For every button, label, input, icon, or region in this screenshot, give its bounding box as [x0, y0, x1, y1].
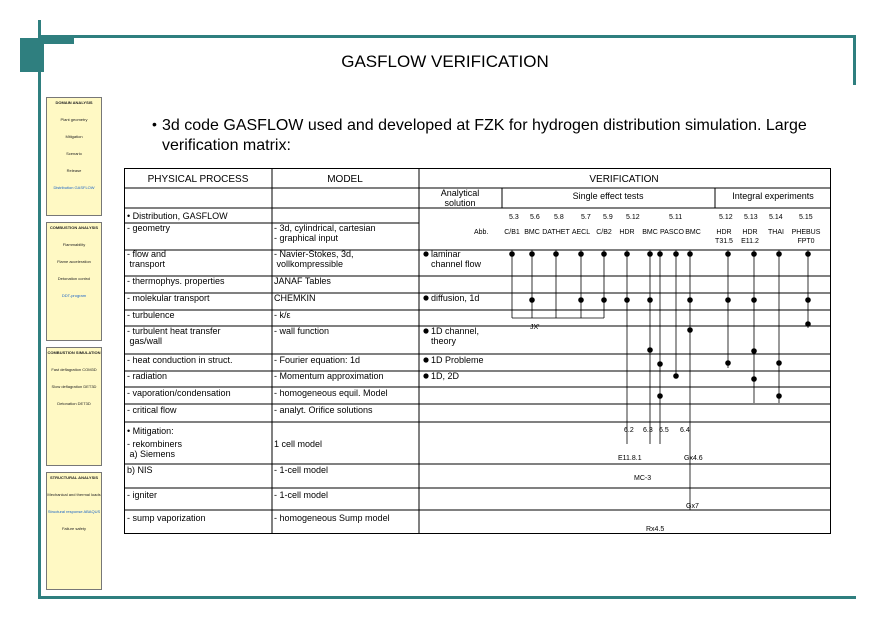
verification-dot	[806, 298, 811, 303]
row-analytical-line: laminar	[431, 249, 461, 259]
verification-dot	[579, 252, 584, 257]
panel-item: Detonation DET3D	[57, 401, 91, 406]
verification-dot	[688, 252, 693, 257]
verification-dot	[674, 252, 679, 257]
section-number: 5.15	[799, 214, 813, 221]
annotation-e111: E11.8.1	[618, 455, 642, 462]
frame-left-line	[38, 20, 41, 599]
section-number: 5.12	[626, 214, 640, 221]
header-physical: PHYSICAL PROCESS	[147, 174, 249, 185]
experiment-label	[768, 229, 784, 236]
section-number: 5.7	[581, 214, 591, 221]
verification-dot	[752, 377, 757, 382]
experiment-label-line: C/B2	[596, 229, 612, 236]
analytical-bullet-icon	[423, 251, 428, 256]
verification-dot	[648, 298, 653, 303]
row-analytical-line: 1D Probleme	[431, 355, 484, 365]
experiment-label-line: HDR	[716, 229, 732, 236]
row-process	[127, 513, 206, 523]
row-model	[274, 371, 384, 381]
row-process-line: a) Siemens	[127, 449, 176, 459]
experiment-label-line: HDR	[619, 229, 635, 236]
verification-dot	[510, 252, 515, 257]
section-number: 5.8	[554, 214, 564, 221]
verification-dot	[530, 298, 535, 303]
experiment-label-line: HDR	[742, 229, 758, 236]
panel-item: Slow deflagration DET3D	[51, 384, 97, 389]
verification-dot	[806, 252, 811, 257]
verification-dot	[752, 298, 757, 303]
section-number: 5.9	[603, 214, 613, 221]
experiment-label	[792, 229, 821, 245]
row-process-line: - sump vaporization	[127, 513, 206, 523]
row-process	[127, 223, 171, 233]
row-process-line: - heat conduction in struct.	[127, 355, 233, 365]
sidebar-panel-combustion-simulation	[46, 347, 102, 466]
section-mitigation: • Mitigation:	[127, 426, 174, 436]
experiment-label-line: THAI	[768, 229, 784, 236]
experiment-label-line: C/B1	[504, 229, 520, 236]
verification-dot	[625, 298, 630, 303]
annotation-6-3: 6.3	[643, 427, 653, 434]
row-process	[127, 276, 225, 286]
row-model-line: - homogeneous equil. Model	[274, 388, 388, 398]
row-process-line: - critical flow	[127, 405, 177, 415]
abb-label: Abb.	[474, 229, 489, 236]
verification-dot	[554, 252, 559, 257]
experiment-label	[715, 229, 733, 245]
row-model	[274, 326, 329, 336]
annotation-gx6: Gx4.6	[684, 455, 703, 462]
header-integral: Integral experiments	[732, 191, 814, 201]
experiment-label-line: FPT0	[797, 238, 815, 245]
row-process	[127, 249, 166, 269]
analytical-bullet-icon	[423, 357, 428, 362]
experiment-label	[685, 229, 701, 236]
matrix-grid	[124, 168, 831, 534]
frame-right-line	[853, 35, 856, 85]
row-process-line: - thermophys. properties	[127, 276, 225, 286]
experiment-label	[572, 229, 590, 236]
row-model-line: - 1-cell model	[274, 465, 329, 475]
experiment-label-line: PHEBUS	[791, 229, 821, 236]
row-process-line: - turbulent heat transfer	[127, 326, 221, 336]
verification-dot	[579, 298, 584, 303]
row-analytical	[431, 293, 479, 303]
row-analytical	[431, 326, 479, 346]
panel-header: STRUCTURAL ANALYSIS	[49, 475, 99, 480]
experiment-label	[542, 229, 570, 236]
annotation-gx7: Gx7	[686, 503, 699, 510]
row-model	[274, 465, 328, 475]
row-process	[127, 326, 221, 346]
row-model-line: - graphical input	[274, 233, 339, 243]
verification-dot	[752, 349, 757, 354]
panel-item: Mitigation	[65, 134, 83, 139]
panel-item: DDT-program	[61, 293, 87, 298]
row-model-line: - k/ε	[274, 310, 291, 320]
verification-dot	[726, 361, 731, 366]
row-process-line: - geometry	[127, 223, 171, 233]
verification-dot	[648, 252, 653, 257]
experiment-label	[524, 229, 540, 236]
row-analytical	[431, 355, 484, 365]
verification-dot	[625, 252, 630, 257]
experiment-label-line: DATHET	[542, 229, 570, 236]
row-model-line: CHEMKIN	[274, 293, 316, 303]
header-model: MODEL	[327, 174, 363, 185]
experiment-label	[596, 229, 612, 236]
analytical-bullet-icon	[423, 295, 428, 300]
row-analytical-line: diffusion, 1d	[431, 293, 480, 303]
row-model	[274, 355, 360, 365]
experiment-label-line: BMC	[524, 229, 540, 236]
slide-title: GASFLOW VERIFICATION	[341, 52, 549, 71]
section-numbers	[509, 214, 813, 221]
section-number: 5.12	[719, 214, 733, 221]
row-model-line: JANAF Tables	[274, 276, 331, 286]
verification-dot	[648, 348, 653, 353]
section-distribution: • Distribution, GASFLOW	[127, 211, 228, 221]
row-process-line: - igniter	[127, 490, 158, 500]
verification-dot	[674, 374, 679, 379]
row-model	[274, 490, 328, 500]
experiment-label-line: AECL	[571, 229, 591, 236]
row-analytical-line: 1D, 2D	[431, 371, 460, 381]
header-single: Single effect tests	[572, 191, 644, 201]
row-process-line: b) NIS	[127, 465, 153, 475]
sidebar-panel-combustion-analysis	[46, 222, 102, 341]
frame-bottom-line	[38, 596, 856, 599]
verification-dot	[602, 252, 607, 257]
verification-dot	[726, 298, 731, 303]
panel-item: Scenario	[66, 151, 82, 156]
row-process	[127, 371, 167, 381]
verification-dot	[688, 298, 693, 303]
analytical-bullet-icon	[423, 373, 428, 378]
row-process-line: gas/wall	[127, 336, 163, 346]
row-process	[127, 439, 183, 459]
row-process-line: - turbulence	[127, 310, 175, 320]
row-analytical-line: 1D channel,	[431, 326, 480, 336]
row-model	[274, 388, 388, 398]
verification-dot	[688, 328, 693, 333]
panel-item: Flammability	[62, 242, 86, 247]
panel-item: Detonation control	[57, 276, 91, 281]
row-process	[127, 405, 177, 415]
panel-item: Flame acceleration	[57, 259, 91, 264]
row-model	[274, 405, 373, 415]
verification-dot	[658, 394, 663, 399]
row-model-line: - wall function	[274, 326, 330, 336]
row-process-line: - radiation	[127, 371, 168, 381]
experiment-label	[642, 229, 658, 236]
verification-dot	[658, 362, 663, 367]
experiment-label-line: PASCO	[660, 229, 684, 236]
row-model	[274, 276, 331, 286]
experiment-label-line: BMC	[685, 229, 701, 236]
experiment-label-line: T31.5	[715, 238, 733, 245]
row-process-line: - rekombiners	[127, 439, 183, 449]
row-model	[274, 439, 322, 449]
header-verification: VERIFICATION	[589, 174, 659, 185]
row-model-line: 1 cell model	[274, 439, 323, 449]
row-process	[127, 388, 231, 398]
verification-dot	[658, 252, 663, 257]
row-model	[274, 293, 316, 303]
slide-bullet-text: 3d code GASFLOW used and developed at FZK for hydrogen distribution simulation. Large verification matrix:	[162, 117, 807, 154]
sidebar-panel-structural	[46, 472, 102, 590]
row-model-line: - analyt. Orifice solutions	[274, 405, 373, 415]
row-model-line: - 1-cell model	[274, 490, 329, 500]
section-number: 5.13	[744, 214, 758, 221]
panel-header: DOMAIN ANALYSIS	[55, 100, 93, 105]
verification-dot	[806, 322, 811, 327]
verification-matrix	[124, 168, 831, 534]
row-process-line: transport	[127, 259, 166, 269]
panel-header: COMBUSTION SIMULATION	[47, 350, 101, 355]
panel-item: Failure safety	[61, 526, 86, 531]
row-model-line: - 3d, cylindrical, cartesian	[274, 223, 376, 233]
row-model-line: - Navier-Stokes, 3d,	[274, 249, 354, 259]
annotation-6-2: 6.2	[624, 427, 634, 434]
panel-item: Structural response ABAQUS	[47, 509, 101, 514]
experiment-label	[619, 229, 634, 236]
verification-dot	[752, 252, 757, 257]
row-model	[274, 310, 291, 320]
section-number: 5.6	[530, 214, 540, 221]
panel-item: Plant geometry	[60, 117, 88, 122]
verification-dot	[530, 252, 535, 257]
row-process-line: - vaporation/condensation	[127, 388, 231, 398]
analytical-bullet-icon	[423, 328, 428, 333]
row-model-line: - Fourier equation: 1d	[274, 355, 361, 365]
verification-dot	[602, 298, 607, 303]
panel-item: Release	[66, 168, 82, 173]
row-analytical	[431, 371, 460, 381]
row-model	[274, 223, 376, 243]
frame-top-line	[38, 35, 856, 38]
verification-dot	[726, 252, 731, 257]
annotation-mc3: MC-3	[634, 475, 652, 482]
experiment-labels	[504, 229, 821, 245]
row-process	[127, 465, 153, 475]
section-number: 5.3	[509, 214, 519, 221]
panel-item: Distribution GASFLOW	[53, 185, 95, 190]
row-process	[127, 293, 210, 303]
experiment-label-line: BMC	[642, 229, 658, 236]
row-analytical-line: theory	[431, 336, 457, 346]
annotation-jx: JX'	[530, 324, 540, 331]
row-process	[127, 490, 157, 500]
experiment-label-line: E11.2	[741, 238, 759, 245]
header-analytical-line2: solution	[444, 198, 476, 208]
row-model	[274, 249, 354, 269]
matrix-rows	[127, 223, 484, 523]
row-process-line: - flow and	[127, 249, 167, 259]
row-model	[274, 513, 390, 523]
row-model-line: - homogeneous Sump model	[274, 513, 390, 523]
verification-dot	[777, 394, 782, 399]
header-analytical-line1: Analytical	[440, 188, 480, 198]
corner-decoration-inner	[44, 44, 74, 72]
experiment-label	[504, 229, 520, 236]
section-number: 5.14	[769, 214, 783, 221]
row-model-line: - Momentum approximation	[274, 371, 384, 381]
experiment-label	[660, 229, 685, 236]
row-analytical	[431, 249, 482, 269]
sidebar-panel-domain	[46, 97, 102, 216]
row-process	[127, 355, 233, 365]
panel-header: COMBUSTION ANALYSIS	[49, 225, 99, 230]
verification-dot	[777, 252, 782, 257]
panel-item: Mechanical and thermal loads	[47, 492, 101, 497]
experiment-label	[741, 229, 759, 245]
verification-lines	[510, 250, 811, 510]
annotation-6-4: 6.4	[680, 427, 690, 434]
section-number: 5.11	[669, 214, 683, 221]
row-process	[127, 310, 175, 320]
bullet-icon: •	[152, 116, 157, 132]
annotation-6-5: 6.5	[659, 427, 669, 434]
row-model-line: vollkompressible	[274, 259, 344, 269]
slide-bullet	[152, 116, 862, 154]
row-process-line: - molekular transport	[127, 293, 210, 303]
annotation-rx45: Rx4.5	[646, 526, 665, 533]
verification-dot	[777, 361, 782, 366]
row-analytical-line: channel flow	[431, 259, 482, 269]
panel-item: Fast deflagration COM3D	[51, 367, 97, 372]
